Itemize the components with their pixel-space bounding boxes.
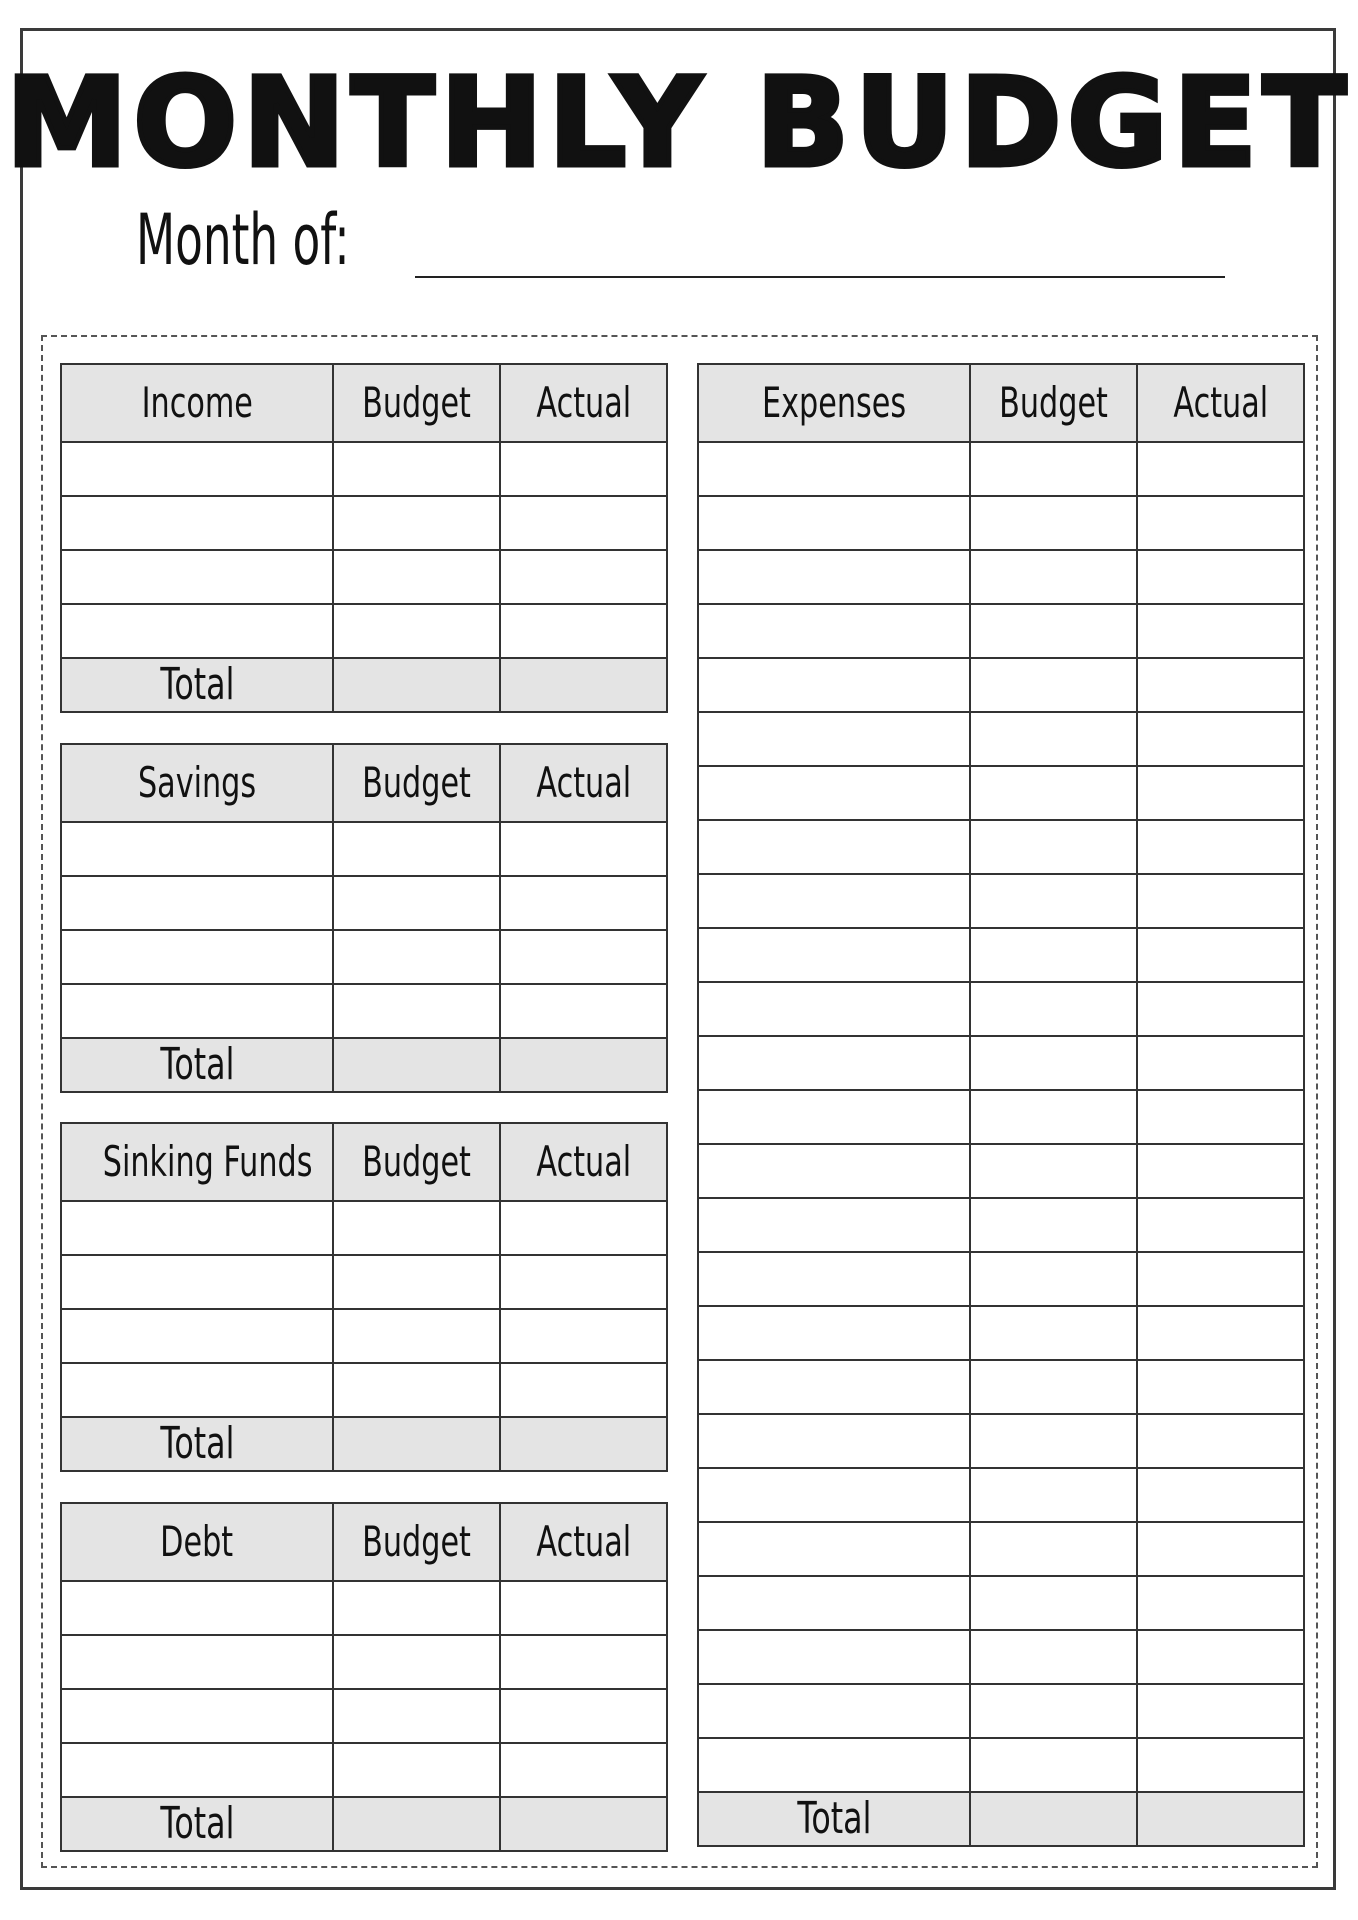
total-budget-cell[interactable]: [333, 1797, 500, 1851]
total-label: Total: [159, 1798, 234, 1849]
table-row: [698, 712, 1304, 766]
total-budget-cell[interactable]: [333, 1417, 500, 1471]
budget-cell[interactable]: [970, 982, 1137, 1036]
actual-cell[interactable]: [1137, 550, 1304, 604]
expenses-header: [698, 364, 970, 442]
total-label-cell: [61, 658, 333, 712]
item-cell[interactable]: [698, 1144, 970, 1198]
budget-cell[interactable]: [970, 442, 1137, 496]
actual-column-header-label: Actual: [536, 1517, 631, 1566]
budget-cell[interactable]: [970, 928, 1137, 982]
budget-cell[interactable]: [970, 550, 1137, 604]
actual-cell[interactable]: [1137, 766, 1304, 820]
expenses-header-label: Expenses: [761, 378, 907, 427]
table-row: [61, 876, 667, 930]
budget-column-header-label: Budget: [362, 378, 471, 427]
actual-cell[interactable]: [1137, 1252, 1304, 1306]
total-budget-cell[interactable]: [333, 1038, 500, 1092]
table-row: [61, 1635, 667, 1689]
total-label: Total: [159, 1039, 234, 1090]
actual-cell[interactable]: [500, 1363, 667, 1417]
actual-cell[interactable]: [1137, 496, 1304, 550]
budget-cell[interactable]: [333, 604, 500, 658]
actual-cell[interactable]: [1137, 1576, 1304, 1630]
item-cell[interactable]: [61, 1581, 333, 1635]
table-row: [698, 658, 1304, 712]
table-row: [698, 1252, 1304, 1306]
item-cell[interactable]: [61, 876, 333, 930]
budget-column-header: [333, 1503, 500, 1581]
actual-column-header-label: Actual: [536, 758, 631, 807]
budget-cell[interactable]: [333, 1255, 500, 1309]
table-row: [698, 550, 1304, 604]
actual-cell[interactable]: [500, 1689, 667, 1743]
item-cell[interactable]: [698, 1306, 970, 1360]
budget-cell[interactable]: [333, 822, 500, 876]
month-input-line[interactable]: [415, 276, 1225, 278]
sinking-funds-table: [60, 1122, 668, 1472]
item-cell[interactable]: [698, 820, 970, 874]
table-row: [61, 550, 667, 604]
table-row: [61, 604, 667, 658]
actual-cell[interactable]: [500, 1309, 667, 1363]
total-label-cell: [61, 1417, 333, 1471]
total-row: [61, 1038, 667, 1092]
budget-cell[interactable]: [333, 1363, 500, 1417]
item-cell[interactable]: [61, 822, 333, 876]
budget-cell[interactable]: [333, 1689, 500, 1743]
debt-header-label: Debt: [160, 1517, 234, 1566]
savings-table: [60, 743, 668, 1093]
budget-cell[interactable]: [970, 766, 1137, 820]
item-cell[interactable]: [61, 550, 333, 604]
budget-cell[interactable]: [970, 1360, 1137, 1414]
table-row: [698, 766, 1304, 820]
table-row: [61, 496, 667, 550]
budget-cell[interactable]: [970, 1684, 1137, 1738]
table-row: [698, 928, 1304, 982]
item-cell[interactable]: [698, 1738, 970, 1792]
budget-cell[interactable]: [970, 1306, 1137, 1360]
actual-cell[interactable]: [1137, 1036, 1304, 1090]
table-row: [61, 1201, 667, 1255]
actual-cell[interactable]: [500, 822, 667, 876]
actual-cell[interactable]: [500, 1255, 667, 1309]
savings-header: [61, 744, 333, 822]
table-row: [698, 1522, 1304, 1576]
item-cell[interactable]: [61, 1635, 333, 1689]
table-header-row: [61, 1503, 667, 1581]
item-cell[interactable]: [61, 1743, 333, 1797]
debt-header: [61, 1503, 333, 1581]
actual-cell[interactable]: [1137, 1468, 1304, 1522]
budget-column-header: [333, 1123, 500, 1201]
total-row: [698, 1792, 1304, 1846]
actual-column-header-label: Actual: [536, 1137, 631, 1186]
total-budget-cell[interactable]: [333, 658, 500, 712]
item-cell[interactable]: [698, 766, 970, 820]
table-row: [61, 984, 667, 1038]
budget-cell[interactable]: [970, 1414, 1137, 1468]
table-header-row: [61, 1123, 667, 1201]
item-cell[interactable]: [61, 442, 333, 496]
budget-cell[interactable]: [333, 1581, 500, 1635]
budget-cell[interactable]: [970, 874, 1137, 928]
item-cell[interactable]: [698, 1576, 970, 1630]
item-cell[interactable]: [698, 1252, 970, 1306]
budget-column-header-label: Budget: [362, 1137, 471, 1186]
actual-cell[interactable]: [500, 930, 667, 984]
actual-cell[interactable]: [1137, 928, 1304, 982]
total-actual-cell[interactable]: [500, 1038, 667, 1092]
table-row: [61, 442, 667, 496]
table-row: [698, 496, 1304, 550]
actual-cell[interactable]: [1137, 982, 1304, 1036]
item-cell[interactable]: [698, 1630, 970, 1684]
budget-column-header-label: Budget: [362, 758, 471, 807]
budget-cell[interactable]: [333, 984, 500, 1038]
item-cell[interactable]: [61, 1689, 333, 1743]
actual-cell[interactable]: [1137, 1144, 1304, 1198]
actual-column-header: [500, 1503, 667, 1581]
budget-column-header-label: Budget: [362, 1517, 471, 1566]
table-header-row: [61, 744, 667, 822]
budget-cell[interactable]: [333, 1635, 500, 1689]
item-cell[interactable]: [61, 984, 333, 1038]
item-cell[interactable]: [698, 1198, 970, 1252]
actual-cell[interactable]: [1137, 820, 1304, 874]
actual-cell[interactable]: [500, 984, 667, 1038]
table-header-row: [61, 364, 667, 442]
actual-cell[interactable]: [1137, 1306, 1304, 1360]
item-cell[interactable]: [698, 550, 970, 604]
actual-column-header: [1137, 364, 1304, 442]
actual-cell[interactable]: [1137, 604, 1304, 658]
total-label: Total: [159, 659, 234, 710]
total-label-cell: [61, 1038, 333, 1092]
item-cell[interactable]: [698, 928, 970, 982]
total-budget-cell[interactable]: [970, 1792, 1137, 1846]
actual-cell[interactable]: [1137, 1738, 1304, 1792]
budget-cell[interactable]: [333, 550, 500, 604]
item-cell[interactable]: [61, 496, 333, 550]
table-row: [698, 442, 1304, 496]
total-actual-cell[interactable]: [500, 658, 667, 712]
actual-cell[interactable]: [1137, 658, 1304, 712]
page-title: MONTHLY BUDGET: [5, 52, 1353, 194]
budget-cell[interactable]: [333, 1309, 500, 1363]
total-row: [61, 658, 667, 712]
sinking-header: [61, 1123, 333, 1201]
item-cell[interactable]: [698, 1468, 970, 1522]
table-row: [698, 1360, 1304, 1414]
item-cell[interactable]: [698, 1360, 970, 1414]
actual-column-header: [500, 744, 667, 822]
budget-cell[interactable]: [333, 930, 500, 984]
actual-cell[interactable]: [1137, 1198, 1304, 1252]
item-cell[interactable]: [698, 604, 970, 658]
table-row: [61, 822, 667, 876]
total-label-cell: [698, 1792, 970, 1846]
total-actual-cell[interactable]: [1137, 1792, 1304, 1846]
income-header: [61, 364, 333, 442]
total-row: [61, 1417, 667, 1471]
budget-column-header: [333, 744, 500, 822]
debt-table: [60, 1502, 668, 1852]
item-cell[interactable]: [698, 874, 970, 928]
actual-column-header: [500, 1123, 667, 1201]
table-row: [698, 982, 1304, 1036]
total-actual-cell[interactable]: [500, 1797, 667, 1851]
budget-cell[interactable]: [970, 1198, 1137, 1252]
income-header-label: Income: [141, 378, 253, 427]
item-cell[interactable]: [698, 1522, 970, 1576]
item-cell[interactable]: [698, 442, 970, 496]
actual-cell[interactable]: [1137, 442, 1304, 496]
budget-cell[interactable]: [970, 496, 1137, 550]
actual-cell[interactable]: [500, 442, 667, 496]
budget-cell[interactable]: [333, 496, 500, 550]
actual-cell[interactable]: [500, 1635, 667, 1689]
actual-cell[interactable]: [500, 1201, 667, 1255]
item-cell[interactable]: [698, 982, 970, 1036]
budget-column-header: [333, 364, 500, 442]
budget-cell[interactable]: [970, 1036, 1137, 1090]
expenses-table: [697, 363, 1305, 1847]
table-row: [698, 1090, 1304, 1144]
table-row: [61, 1363, 667, 1417]
budget-cell[interactable]: [970, 1144, 1137, 1198]
table-row: [61, 1743, 667, 1797]
actual-cell[interactable]: [1137, 1522, 1304, 1576]
item-cell[interactable]: [698, 1090, 970, 1144]
sinking-header-label: Sinking Funds: [102, 1137, 313, 1186]
table-row: [61, 1581, 667, 1635]
budget-cell[interactable]: [970, 712, 1137, 766]
actual-cell[interactable]: [1137, 1360, 1304, 1414]
total-row: [61, 1797, 667, 1851]
actual-cell[interactable]: [500, 1743, 667, 1797]
actual-cell[interactable]: [1137, 874, 1304, 928]
actual-cell[interactable]: [500, 496, 667, 550]
table-row: [698, 1684, 1304, 1738]
table-row: [698, 1144, 1304, 1198]
budget-cell[interactable]: [333, 442, 500, 496]
table-row: [698, 1414, 1304, 1468]
actual-cell[interactable]: [1137, 1090, 1304, 1144]
total-label: Total: [159, 1418, 234, 1469]
actual-cell[interactable]: [500, 876, 667, 930]
table-row: [698, 1036, 1304, 1090]
item-cell[interactable]: [61, 1309, 333, 1363]
table-row: [698, 1306, 1304, 1360]
budget-cell[interactable]: [970, 604, 1137, 658]
table-row: [61, 1309, 667, 1363]
total-label: Total: [796, 1793, 871, 1844]
budget-cell[interactable]: [333, 1201, 500, 1255]
item-cell[interactable]: [698, 1036, 970, 1090]
budget-cell[interactable]: [333, 876, 500, 930]
item-cell[interactable]: [698, 1684, 970, 1738]
table-row: [698, 604, 1304, 658]
savings-header-label: Savings: [137, 758, 257, 807]
budget-cell[interactable]: [970, 1252, 1137, 1306]
table-row: [698, 820, 1304, 874]
budget-cell[interactable]: [970, 1090, 1137, 1144]
budget-cell[interactable]: [970, 820, 1137, 874]
income-table: [60, 363, 668, 713]
table-row: [698, 1576, 1304, 1630]
table-row: [698, 1468, 1304, 1522]
item-cell[interactable]: [698, 1414, 970, 1468]
budget-cell[interactable]: [970, 1522, 1137, 1576]
actual-cell[interactable]: [500, 604, 667, 658]
table-row: [698, 874, 1304, 928]
actual-column-header-label: Actual: [1173, 378, 1268, 427]
item-cell[interactable]: [61, 1255, 333, 1309]
item-cell[interactable]: [61, 1201, 333, 1255]
actual-cell[interactable]: [1137, 1414, 1304, 1468]
budget-cell[interactable]: [970, 1576, 1137, 1630]
table-row: [61, 1255, 667, 1309]
actual-cell[interactable]: [500, 1581, 667, 1635]
item-cell[interactable]: [698, 496, 970, 550]
month-label: Month of:: [136, 199, 350, 281]
actual-column-header-label: Actual: [536, 378, 631, 427]
actual-cell[interactable]: [1137, 712, 1304, 766]
budget-cell[interactable]: [970, 1630, 1137, 1684]
item-cell[interactable]: [61, 930, 333, 984]
item-cell[interactable]: [698, 658, 970, 712]
budget-cell[interactable]: [970, 658, 1137, 712]
total-label-cell: [61, 1797, 333, 1851]
actual-cell[interactable]: [500, 550, 667, 604]
budget-column-header: [970, 364, 1137, 442]
table-row: [61, 930, 667, 984]
item-cell[interactable]: [698, 712, 970, 766]
table-header-row: [698, 364, 1304, 442]
budget-cell[interactable]: [970, 1738, 1137, 1792]
item-cell[interactable]: [61, 604, 333, 658]
table-row: [698, 1198, 1304, 1252]
budget-cell[interactable]: [970, 1468, 1137, 1522]
table-row: [61, 1689, 667, 1743]
actual-column-header: [500, 364, 667, 442]
actual-cell[interactable]: [1137, 1630, 1304, 1684]
table-row: [698, 1738, 1304, 1792]
item-cell[interactable]: [61, 1363, 333, 1417]
total-actual-cell[interactable]: [500, 1417, 667, 1471]
budget-column-header-label: Budget: [999, 378, 1108, 427]
actual-cell[interactable]: [1137, 1684, 1304, 1738]
budget-cell[interactable]: [333, 1743, 500, 1797]
table-row: [698, 1630, 1304, 1684]
